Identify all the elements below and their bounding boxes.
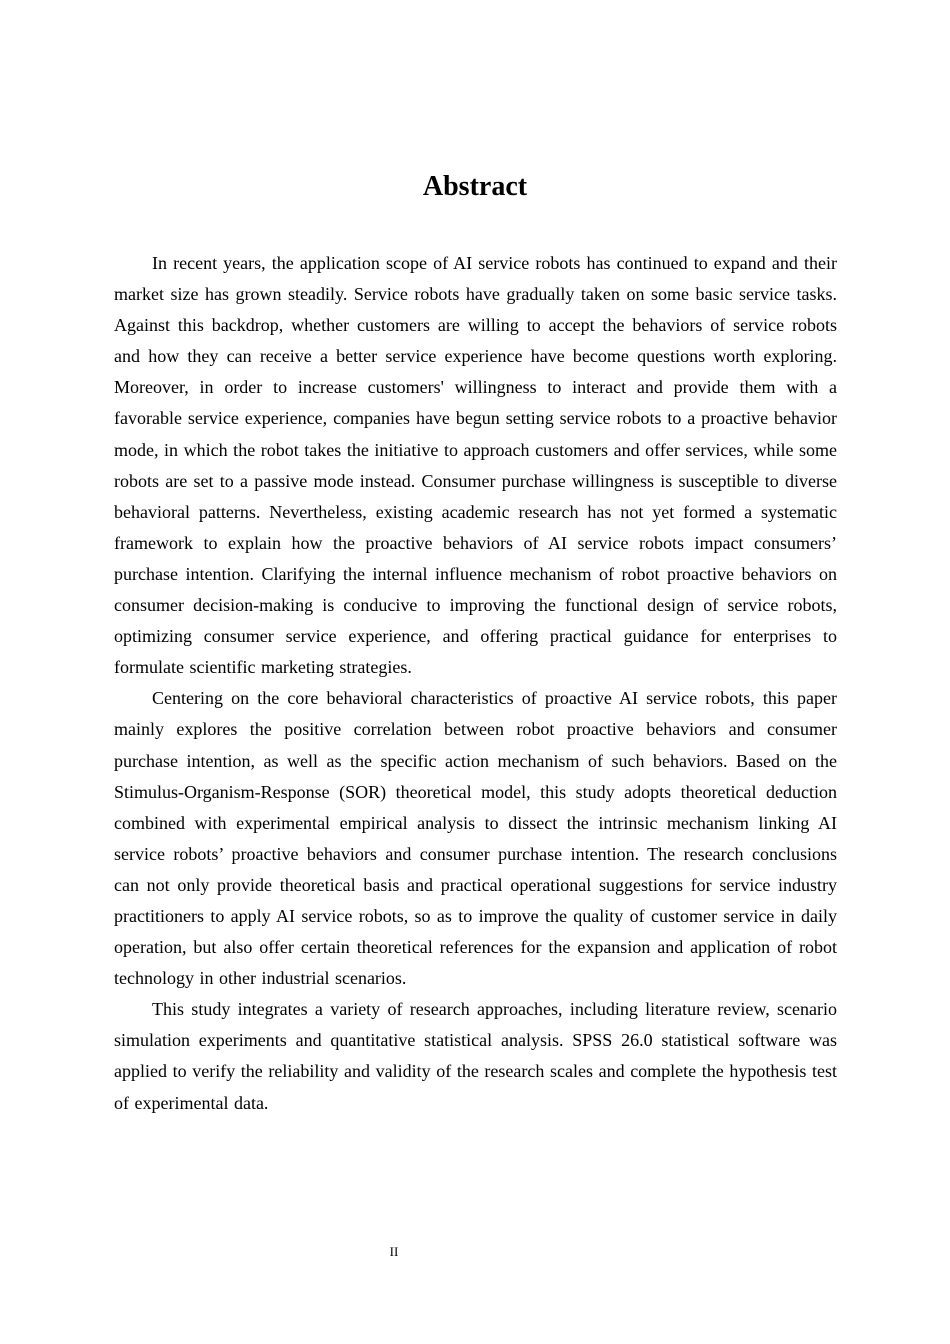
page-number: II <box>389 1244 399 1259</box>
page-title: Abstract <box>422 171 528 202</box>
abstract-paragraph-2: Centering on the core behavioral characteristics of proactive AI service robots, this paper mainly explores the positive correlation between robot proactive behaviors and consumer purchase intention, as well as the specific action mechanism of such behaviors. Based on the Stimulus-Organism-Response (SOR) theoretical model, this study adopts theoretical deduction combined with experimental empirical analysis to dissect the intrinsic mechanism linking AI service robots’ proactive behaviors and consumer purchase intention. The research conclusions can not only provide theoretical basis and practical operational suggestions for service industry practitioners to apply AI service robots, so as to improve the quality of customer service in daily operation, but also offer certain theoretical references for the expansion and application of robot technology in other industrial scenarios. <box>114 688 837 989</box>
abstract-body <box>114 248 837 1119</box>
abstract-paragraph-1: In recent years, the application scope of AI service robots has continued to expand and their market size has grown steadily. Service robots have gradually taken on some basic service tasks. Against this backdrop, whether customers are willing to accept the behaviors of service robots and how they can receive a better service experience have become questions worth exploring. Moreover, in order to increase customers' willingness to interact and provide them with a favorable service experience, companies have begun setting service robots to a proactive behavior mode, in which the robot takes the initiative to approach customers and offer services, while some robots are set to a passive mode instead. Consumer purchase willingness is susceptible to diverse behavioral patterns. Nevertheless, existing academic research has not yet formed a systematic framework to explain how the proactive behaviors of AI service robots impact consumers’ purchase intention. Clarifying the internal influence mechanism of robot proactive behaviors on consumer decision-making is conducive to improving the functional design of service robots, optimizing consumer service experience, and offering practical guidance for enterprises to formulate scientific marketing strategies. <box>114 253 837 678</box>
abstract-paragraph-3: This study integrates a variety of research approaches, including literature review, scenario simulation experiments and quantitative statistical analysis. SPSS 26.0 statistical software was applied to verify the reliability and validity of the research scales and complete the hypothesis test of experimental data. <box>114 999 837 1113</box>
